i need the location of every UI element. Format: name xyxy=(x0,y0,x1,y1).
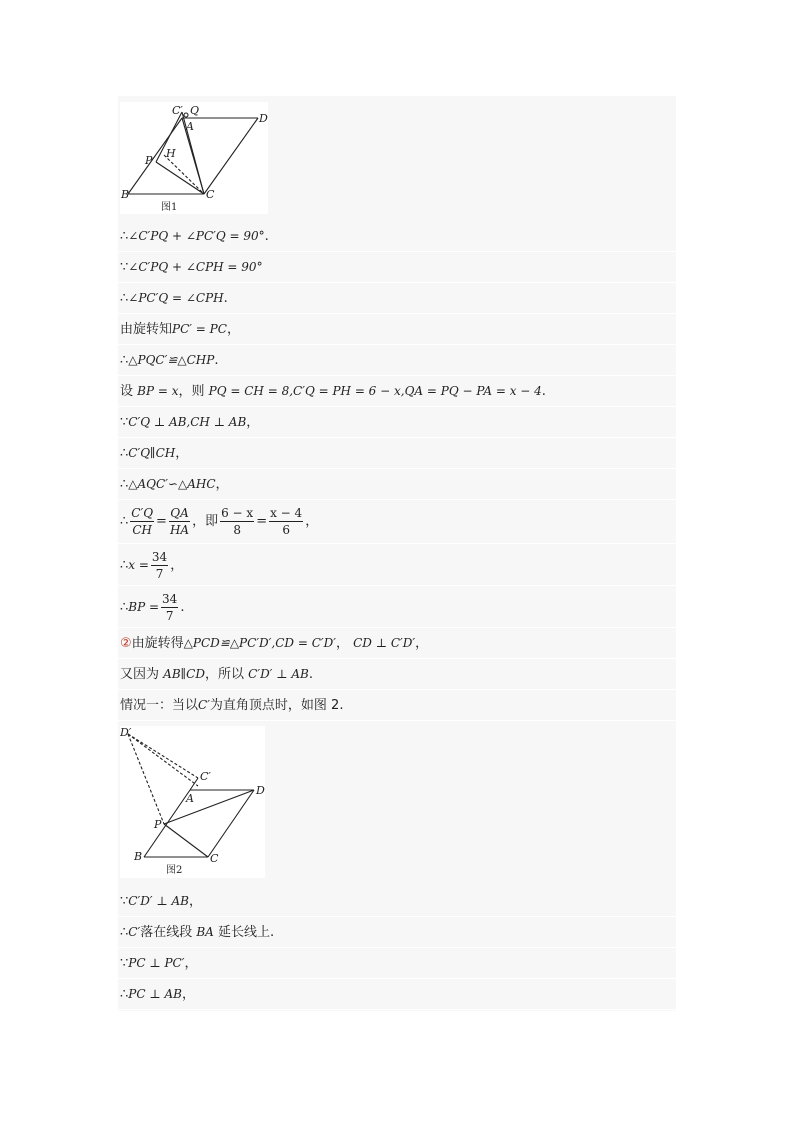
math-expression: ∠C′PQ + ∠PC′Q = 90° xyxy=(128,229,265,243)
therefore-symbol: ∴ xyxy=(120,987,129,1002)
because-symbol: ∵ xyxy=(120,415,129,430)
label-b: B xyxy=(121,188,130,201)
label-c: C xyxy=(206,188,215,201)
punctuation: . xyxy=(264,229,269,244)
segment-d1a xyxy=(128,734,198,786)
therefore-symbol: ∴ xyxy=(120,600,129,615)
text: 延长线上 xyxy=(217,925,270,940)
punctuation: . xyxy=(339,698,344,713)
punctuation: ， xyxy=(226,322,240,337)
punctuation: . xyxy=(180,600,185,615)
text: 设 xyxy=(120,384,134,399)
math-expression: BP = x xyxy=(137,384,179,398)
punctuation: ， xyxy=(415,636,429,651)
math-expression: PC′ = PC xyxy=(172,322,227,336)
proof-line-16 xyxy=(118,886,676,917)
proof-line-3 xyxy=(118,283,676,314)
text: 情况一：当以 xyxy=(120,698,199,713)
label-d: D xyxy=(259,112,268,125)
equals-sign: = xyxy=(156,514,167,529)
math-expression: △AQC′∽△AHC xyxy=(128,477,216,491)
punctuation: ， xyxy=(215,477,229,492)
math-expression: PQ = CH = 8,C′Q = PH = 6 − x,QA = PQ − PA = x − 4 xyxy=(208,384,542,398)
text: 又因为 xyxy=(120,667,160,682)
denominator: HA xyxy=(169,523,190,537)
therefore-symbol: ∴ xyxy=(120,514,129,529)
math-expression: C′ xyxy=(128,925,141,939)
figure-1 xyxy=(120,102,268,214)
math-expression: PC ⊥ AB xyxy=(128,987,182,1001)
proof-line-7 xyxy=(118,407,676,438)
denominator: CH xyxy=(132,523,152,537)
punctuation: ， xyxy=(335,636,349,651)
fraction xyxy=(130,507,154,536)
math-expression: ∠PC′Q = ∠CPH xyxy=(128,291,224,305)
fraction xyxy=(269,507,303,536)
label-p: P xyxy=(154,818,162,831)
text: 由旋转得 xyxy=(131,636,184,651)
math-expression: BP = xyxy=(128,600,160,614)
math-expression: BA xyxy=(196,925,214,939)
punctuation: ， xyxy=(184,956,198,971)
solution-content xyxy=(118,96,676,1011)
math-expression: ∠C′PQ + ∠CPH = 90° xyxy=(128,260,263,274)
text: 为直角顶点时，如图 2 xyxy=(209,698,340,713)
segment-dc xyxy=(208,790,254,857)
denominator: 7 xyxy=(155,567,164,581)
math-expression: C′D′ ⊥ AB xyxy=(128,894,189,908)
math-expression: C′ xyxy=(198,698,210,712)
label-b: B xyxy=(134,850,143,863)
punctuation: . xyxy=(308,667,313,682)
math-expression: AB∥CD xyxy=(163,667,205,681)
denominator: 7 xyxy=(165,609,174,623)
proof-line-18 xyxy=(118,948,676,979)
math-expression: △PCD≌△PC′D′,CD = C′D′ xyxy=(183,636,336,650)
label-c: C xyxy=(210,852,219,865)
fraction xyxy=(151,551,168,580)
label-a: A xyxy=(186,120,194,133)
denominator: 6 xyxy=(282,523,290,537)
label-p: P xyxy=(145,154,153,167)
math-expression: C′D′ ⊥ AB xyxy=(248,667,309,681)
punctuation: ， xyxy=(181,987,195,1002)
because-symbol: ∵ xyxy=(120,894,129,909)
numerator: 34 xyxy=(151,550,168,564)
proof-line-9 xyxy=(118,469,676,500)
denominator: 8 xyxy=(233,523,241,537)
segment-ba xyxy=(144,790,190,857)
figure-2-caption: 图2 xyxy=(166,865,183,876)
proof-line-2 xyxy=(118,252,676,283)
text: ，所以 xyxy=(205,667,245,682)
label-d: D xyxy=(256,784,265,797)
figure-2-svg xyxy=(120,726,265,878)
punctuation: . xyxy=(214,353,219,368)
proof-line-15 xyxy=(118,690,676,721)
point-q xyxy=(184,113,188,117)
proof-line-6 xyxy=(118,376,676,407)
because-symbol: ∵ xyxy=(120,260,129,275)
figure-1-caption: 图1 xyxy=(161,202,178,213)
numerator: 6 − x xyxy=(221,506,254,520)
fraction xyxy=(220,507,254,536)
proof-line-11 xyxy=(118,544,676,586)
punctuation: ， xyxy=(305,514,319,529)
circled-number: ② xyxy=(120,636,132,651)
fraction xyxy=(169,507,190,536)
equals-sign: = xyxy=(256,514,268,529)
punctuation: ， xyxy=(170,558,184,573)
proof-line-8 xyxy=(118,438,676,469)
figure-1-svg xyxy=(120,102,268,214)
segment-d1c1 xyxy=(128,734,198,778)
numerator: QA xyxy=(170,506,189,520)
segment-dc xyxy=(204,118,258,194)
therefore-symbol: ∴ xyxy=(120,353,129,368)
proof-line-12 xyxy=(118,586,676,628)
proof-line-10 xyxy=(118,500,676,544)
proof-line-1 xyxy=(118,221,676,252)
math-expression: PC ⊥ PC′ xyxy=(128,956,185,970)
punctuation: . xyxy=(269,925,275,940)
label-h: H xyxy=(166,147,176,160)
therefore-symbol: ∴ xyxy=(120,446,129,461)
proof-line-14 xyxy=(118,659,676,690)
label-c-prime: C′ xyxy=(172,104,183,117)
text: 落在线段 xyxy=(140,925,193,940)
segment-ac1 xyxy=(190,778,198,790)
numerator: x − 4 xyxy=(270,506,303,520)
label-d-prime: D′ xyxy=(120,726,132,739)
proof-line-4 xyxy=(118,314,676,345)
math-expression: x = xyxy=(128,558,149,572)
figure-2 xyxy=(120,726,265,878)
therefore-symbol: ∴ xyxy=(120,925,129,940)
therefore-symbol: ∴ xyxy=(120,291,129,306)
therefore-symbol: ∴ xyxy=(120,558,129,573)
text: 由旋转知 xyxy=(120,322,173,337)
segment-pd xyxy=(164,790,254,824)
label-c-prime: C′ xyxy=(200,770,211,783)
punctuation: . xyxy=(541,384,546,399)
proof-line-17 xyxy=(118,917,676,948)
text: ，则 xyxy=(178,384,205,399)
because-symbol: ∵ xyxy=(120,956,129,971)
punctuation: ， xyxy=(175,446,189,461)
label-q: Q xyxy=(190,104,200,117)
label-a: A xyxy=(186,792,194,805)
punctuation: ， xyxy=(188,894,202,909)
proof-line-19 xyxy=(118,979,676,1010)
punctuation: ， xyxy=(246,415,260,430)
math-expression: CD ⊥ C′D′ xyxy=(353,636,416,650)
segment-pc xyxy=(164,824,208,857)
fraction xyxy=(161,593,178,622)
math-expression: △PQC′≌△CHP xyxy=(128,353,215,367)
numerator: C′Q xyxy=(131,506,154,520)
math-expression: C′Q∥CH xyxy=(128,446,176,460)
proof-line-13 xyxy=(118,628,676,659)
math-expression: C′Q ⊥ AB,CH ⊥ AB xyxy=(128,415,247,429)
text: ，即 xyxy=(192,514,219,529)
punctuation: . xyxy=(223,291,228,306)
therefore-symbol: ∴ xyxy=(120,477,129,492)
numerator: 34 xyxy=(162,592,178,606)
proof-line-5 xyxy=(118,345,676,376)
therefore-symbol: ∴ xyxy=(120,229,129,244)
